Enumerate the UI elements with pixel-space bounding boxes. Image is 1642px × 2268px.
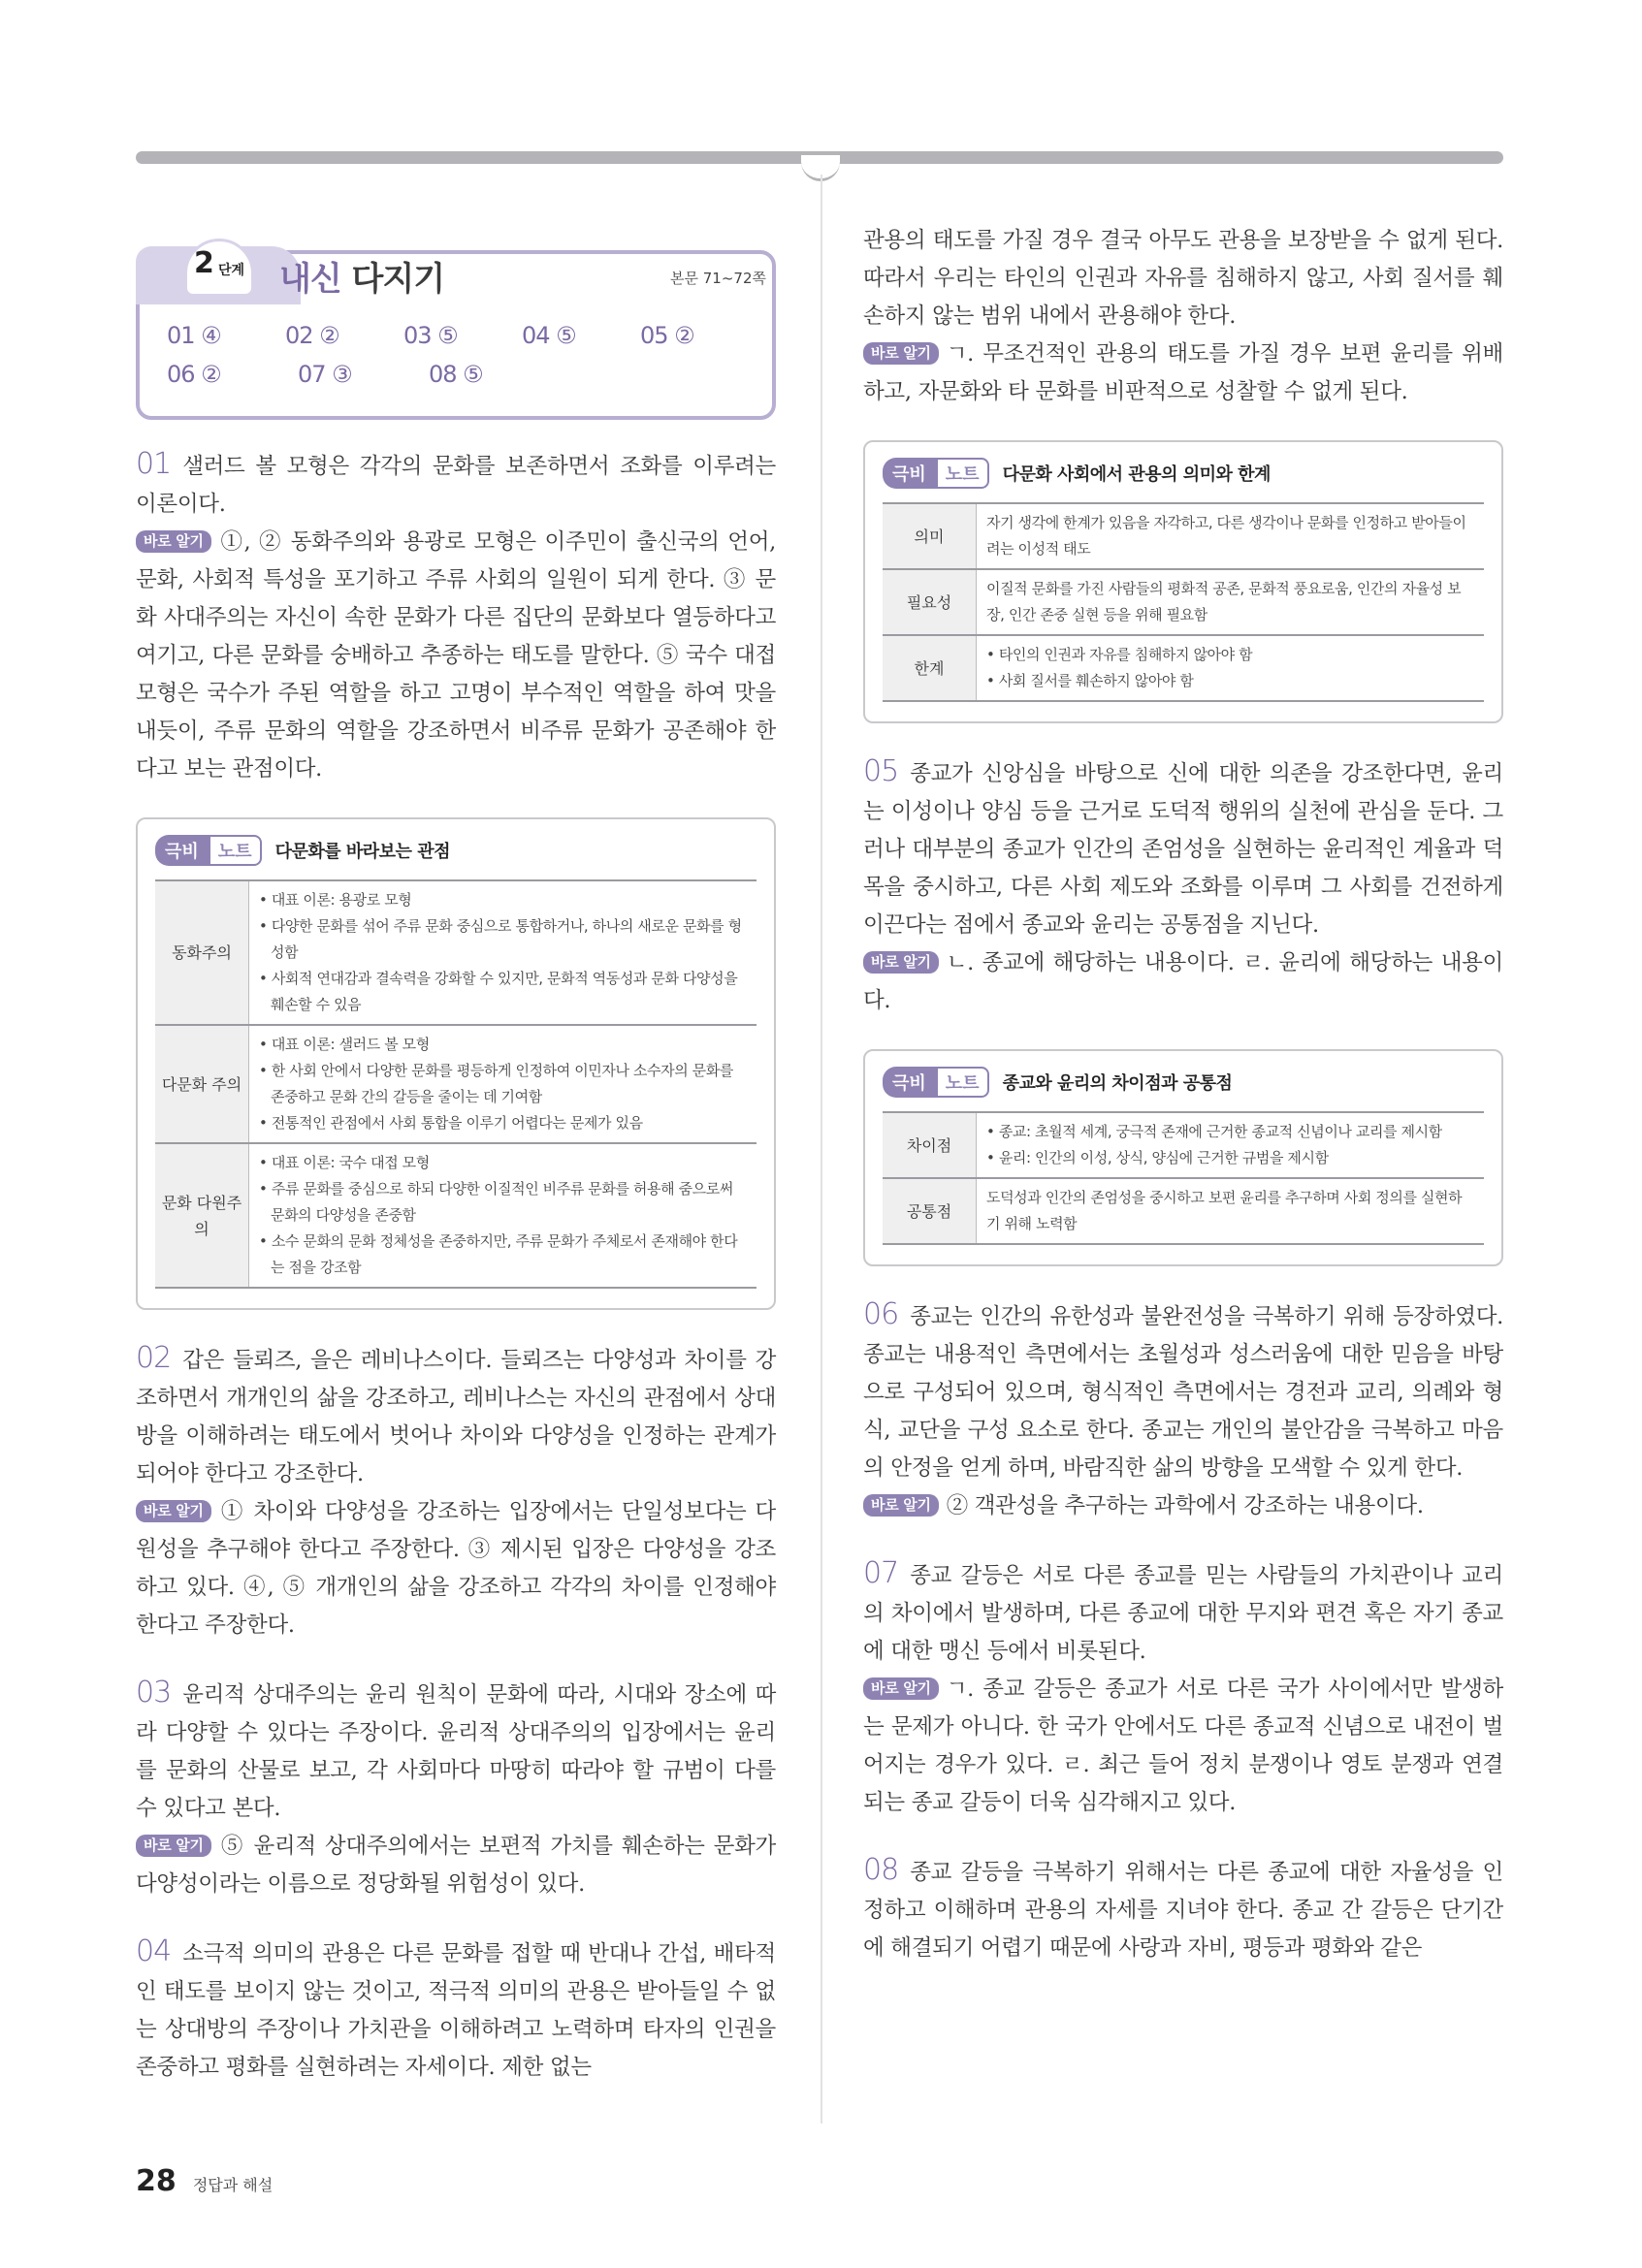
answer-row bbox=[167, 322, 758, 361]
baro-badge: 바로 알기 bbox=[863, 1677, 939, 1700]
baro-badge: 바로 알기 bbox=[136, 530, 211, 553]
note-row-value bbox=[249, 1025, 757, 1143]
note-box bbox=[863, 440, 1503, 723]
note-item bbox=[986, 1119, 1474, 1145]
page-footer-label: 정답과 해설 bbox=[192, 2176, 274, 2194]
note-item-text: 종교: 초월적 세계, 궁극적 존재에 근거한 종교적 신념이나 교리를 제시함 bbox=[998, 1123, 1442, 1140]
answer-grid bbox=[167, 322, 758, 399]
note-item bbox=[986, 668, 1474, 694]
answer-row bbox=[167, 361, 758, 399]
note-item bbox=[259, 913, 747, 966]
question-number: 05 bbox=[863, 754, 899, 788]
stage-label: 단계 bbox=[218, 263, 245, 278]
page-number: 28 bbox=[136, 2164, 177, 2198]
question-number: 06 bbox=[863, 1297, 899, 1331]
note-row-key: 필요성 bbox=[883, 569, 977, 635]
note-title: 종교와 윤리의 차이점과 공통점 bbox=[1002, 1073, 1233, 1094]
baro-text: ㄴ. 종교에 해당하는 내용이다. ㄹ. 윤리에 해당하는 내용이다. bbox=[863, 950, 1503, 1013]
note-tag bbox=[155, 835, 262, 866]
bullet: • bbox=[259, 1232, 272, 1250]
note-row-key: 한계 bbox=[883, 635, 977, 701]
question-number: 02 bbox=[136, 1341, 172, 1375]
note-item bbox=[986, 576, 1474, 628]
note-item-text: 사회적 연대감과 결속력을 강화할 수 있지만, 문화적 역동성과 문화 다양성을 훼손할 수 있음 bbox=[271, 970, 738, 1013]
question-text bbox=[863, 1295, 1503, 1487]
note-row bbox=[155, 1143, 757, 1288]
note-item bbox=[259, 1229, 747, 1281]
note-item-text: 전통적인 관점에서 사회 통합을 이루기 어렵다는 문제가 있음 bbox=[271, 1114, 643, 1132]
question-body: 샐러드 볼 모형은 각각의 문화를 보존하면서 조화를 이루려는 이론이다. bbox=[136, 454, 776, 517]
note-table bbox=[883, 1111, 1484, 1245]
question-text bbox=[136, 1933, 776, 2087]
question-body: 갑은 들뢰즈, 을은 레비나스이다. 들뢰즈는 다양성과 차이를 강조하면서 개개인의 삶을 강조하고, 레비나스는 자신의 관점에서 상대방을 이해하려는 태도에서 벗어나 차이와 다양성을 인정하는 관계가 되어야 한다고 강조한다. bbox=[136, 1348, 776, 1486]
question-body: 소극적 의미의 관용은 다른 문화를 접할 때 반대나 간섭, 배타적인 태도를 보이지 않는 것이고, 적극적 의미의 관용은 받아들일 수 없는 상대방의 주장이나 가치관을 이해하려고 노력하며 타자의 인권을 존중하고 평화를 실현하려는 자세이다. 제한 없는 bbox=[136, 1941, 776, 2080]
note-row bbox=[155, 880, 757, 1025]
baro-explanation bbox=[136, 1493, 776, 1645]
baro-badge: 바로 알기 bbox=[863, 1494, 939, 1517]
baro-explanation bbox=[863, 335, 1503, 411]
bullet: • bbox=[259, 1180, 272, 1198]
question-01 bbox=[136, 445, 776, 788]
note-tag-a: 극비 bbox=[883, 458, 936, 489]
question-06 bbox=[863, 1295, 1503, 1525]
baro-text: ㄱ. 종교 갈등은 종교가 서로 다른 국가 사이에서만 발생하는 문제가 아니다. 한 국가 안에서도 다른 종교적 신념으로 내전이 벌어지는 경우가 있다. ㄹ. 최근 들어 정치 분쟁이나 영토 분쟁과 연결되는 종교 갈등이 더욱 심각해지고 있다. bbox=[863, 1677, 1503, 1815]
question-number: 07 bbox=[863, 1556, 899, 1590]
note-tag-a: 극비 bbox=[883, 1067, 936, 1098]
baro-text: ② 객관성을 추구하는 과학에서 강조하는 내용이다. bbox=[946, 1493, 1424, 1518]
baro-text: ① 차이와 다양성을 강조하는 입장에서는 단일성보다는 다원성을 추구해야 한다고 주장한다. ③ 제시된 입장은 다양성을 강조하고 있다. ④, ⑤ 개개인의 삶을 강조하고 각각의 차이를 인정해야 한다고 주장한다. bbox=[136, 1499, 776, 1638]
baro-badge: 바로 알기 bbox=[136, 1835, 211, 1857]
note-item bbox=[259, 1176, 747, 1229]
answer-item: 06 ② bbox=[167, 361, 221, 388]
bullet: • bbox=[259, 1154, 272, 1171]
note-box bbox=[136, 817, 776, 1310]
bullet: • bbox=[259, 970, 272, 987]
note-row-value bbox=[977, 1178, 1485, 1244]
question-07 bbox=[863, 1554, 1503, 1822]
question-05 bbox=[863, 752, 1503, 1020]
note-tag bbox=[883, 458, 989, 489]
note-row bbox=[155, 1025, 757, 1143]
question-03 bbox=[136, 1674, 776, 1903]
question-number: 08 bbox=[863, 1853, 899, 1887]
note-row-key: 차이점 bbox=[883, 1112, 977, 1178]
question-body: 종교 갈등은 서로 다른 종교를 믿는 사람들의 가치관이나 교리의 차이에서 발생하며, 다른 종교에 대한 무지와 편견 혹은 자기 종교에 대한 맹신 등에서 비롯된다. bbox=[863, 1563, 1503, 1664]
note-box bbox=[863, 1049, 1503, 1266]
question-04-continued bbox=[863, 222, 1503, 411]
question-text bbox=[136, 445, 776, 524]
note-item-text: 대표 이론: 용광로 모형 bbox=[271, 891, 412, 909]
question-text bbox=[136, 1339, 776, 1493]
answer-item: 05 ② bbox=[640, 322, 694, 349]
right-column bbox=[863, 222, 1503, 1996]
column-divider bbox=[821, 175, 822, 2124]
note-row bbox=[883, 1178, 1484, 1244]
note-row-key: 공통점 bbox=[883, 1178, 977, 1244]
note-item-text: 한 사회 안에서 다양한 문화를 평등하게 인정하여 이민자나 소수자의 문화를 존중하고 문화 간의 갈등을 줄이는 데 기여함 bbox=[271, 1062, 733, 1105]
answer-item: 03 ⑤ bbox=[403, 322, 458, 349]
note-item bbox=[986, 642, 1474, 668]
bullet: • bbox=[259, 1036, 272, 1053]
question-number: 04 bbox=[136, 1934, 172, 1968]
stage-header bbox=[136, 246, 776, 304]
note-row-value bbox=[249, 1143, 757, 1288]
answer-item: 01 ④ bbox=[167, 322, 221, 349]
note-item-text: 타인의 인권과 자유를 침해하지 않아야 함 bbox=[998, 646, 1253, 663]
page-footer bbox=[136, 2164, 273, 2198]
page-reference: 본문 71~72쪽 bbox=[670, 270, 766, 287]
note-row-value bbox=[977, 503, 1485, 569]
note-row bbox=[883, 503, 1484, 569]
note-row-key: 다문화 주의 bbox=[155, 1025, 249, 1143]
note-item-text: 주류 문화를 중심으로 하되 다양한 이질적인 비주류 문화를 허용해 줌으로써 문화의 다양성을 존중함 bbox=[271, 1180, 733, 1224]
bullet: • bbox=[986, 1123, 999, 1140]
baro-badge: 바로 알기 bbox=[136, 1500, 211, 1522]
note-row-key: 동화주의 bbox=[155, 880, 249, 1025]
note-item bbox=[259, 1110, 747, 1136]
note-item bbox=[986, 1145, 1474, 1171]
baro-explanation bbox=[863, 944, 1503, 1020]
baro-badge: 바로 알기 bbox=[863, 951, 939, 974]
baro-text: ⑤ 윤리적 상대주의에서는 보편적 가치를 훼손하는 문화가 다양성이라는 이름으로 정당화될 위험성이 있다. bbox=[136, 1834, 776, 1897]
answer-item: 07 ③ bbox=[298, 361, 352, 388]
left-column bbox=[136, 445, 776, 2116]
note-header bbox=[883, 458, 1484, 489]
question-text: 관용의 태도를 가질 경우 결국 아무도 관용을 보장받을 수 없게 된다. 따라서 우리는 타인의 인권과 자유를 침해하지 않고, 사회 질서를 훼손하지 않는 범위 내에서 관용해야 한다. bbox=[863, 228, 1503, 329]
stage-number: 2 bbox=[194, 246, 214, 280]
bullet: • bbox=[259, 1114, 272, 1132]
question-number: 01 bbox=[136, 447, 172, 481]
baro-badge: 바로 알기 bbox=[863, 342, 939, 365]
note-tag-b: 노트 bbox=[936, 1067, 989, 1098]
note-row-value bbox=[249, 880, 757, 1025]
question-04 bbox=[136, 1933, 776, 2087]
note-row-value bbox=[977, 635, 1485, 701]
baro-text: ㄱ. 무조건적인 관용의 태도를 가질 경우 보편 윤리를 위배하고, 자문화와 타 문화를 비판적으로 성찰할 수 없게 된다. bbox=[863, 341, 1503, 404]
note-row-key: 문화 다원주의 bbox=[155, 1143, 249, 1288]
note-item bbox=[986, 1185, 1474, 1237]
note-table bbox=[155, 879, 757, 1289]
question-body: 종교가 신앙심을 바탕으로 신에 대한 의존을 강조한다면, 윤리는 이성이나 양심 등을 근거로 도덕적 행위의 실천에 관심을 둔다. 그러나 대부분의 종교가 인간의 존엄성을 실현하는 윤리적인 계율과 덕목을 중시하고, 다른 사회 제도와 조화를 이루며 그 사회를 건전하게 이끈다는 점에서 종교와 윤리는 공통점을 지닌다. bbox=[863, 761, 1503, 938]
note-tag bbox=[883, 1067, 989, 1098]
note-row-key: 의미 bbox=[883, 503, 977, 569]
question-text bbox=[136, 1674, 776, 1828]
note-item bbox=[259, 1150, 747, 1176]
answer-item: 04 ⑤ bbox=[522, 322, 576, 349]
note-item-text: 자기 생각에 한계가 있음을 자각하고, 다른 생각이나 문화를 인정하고 받아들이려는 이성적 태도 bbox=[986, 514, 1466, 558]
question-number: 03 bbox=[136, 1676, 172, 1709]
baro-explanation bbox=[136, 1828, 776, 1903]
baro-explanation bbox=[136, 524, 776, 788]
note-header bbox=[155, 835, 757, 866]
note-row bbox=[883, 635, 1484, 701]
note-row bbox=[883, 569, 1484, 635]
note-item-text: 사회 질서를 훼손하지 않아야 함 bbox=[998, 672, 1194, 689]
answer-item: 02 ② bbox=[285, 322, 339, 349]
question-02 bbox=[136, 1339, 776, 1645]
note-row bbox=[883, 1112, 1484, 1178]
question-body: 윤리적 상대주의는 윤리 원칙이 문화에 따라, 시대와 장소에 따라 다양할 수 있다는 주장이다. 윤리적 상대주의의 입장에서는 윤리를 문화의 산물로 보고, 각 사회마다 마땅히 따라야 할 규범이 다를 수 있다고 본다. bbox=[136, 1682, 776, 1821]
baro-explanation bbox=[863, 1671, 1503, 1822]
note-item bbox=[259, 966, 747, 1018]
question-text bbox=[863, 752, 1503, 944]
note-item bbox=[259, 1058, 747, 1110]
bullet: • bbox=[259, 891, 272, 909]
answer-item: 08 ⑤ bbox=[429, 361, 483, 388]
section-title-rest: 다지기 bbox=[340, 260, 445, 299]
note-table bbox=[883, 502, 1484, 702]
note-item-text: 대표 이론: 국수 대접 모형 bbox=[271, 1154, 430, 1171]
question-body: 종교는 인간의 유한성과 불완전성을 극복하기 위해 등장하였다. 종교는 내용적인 측면에서는 초월성과 성스러움에 대한 믿음을 바탕으로 구성되어 있으며, 형식적인 측면에서는 경전과 교리, 의례와 형식, 교단을 구성 요소로 한다. 종교는 개인의 불안감을 극복하고 마음의 안정을 얻게 하며, 바람직한 삶의 방향을 모색할 수 있게 한다. bbox=[863, 1304, 1503, 1481]
note-header bbox=[883, 1067, 1484, 1098]
note-title: 다문화를 바라보는 관점 bbox=[274, 842, 450, 862]
bullet: • bbox=[986, 672, 999, 689]
bullet: • bbox=[986, 646, 999, 663]
bullet: • bbox=[259, 1062, 272, 1079]
note-item bbox=[259, 887, 747, 913]
note-item-text: 다양한 문화를 섞어 주류 문화 중심으로 통합하거나, 하나의 새로운 문화를 형성함 bbox=[271, 917, 742, 961]
section-title-highlight: 내신 bbox=[279, 260, 341, 299]
baro-explanation bbox=[863, 1487, 1503, 1525]
note-item-text: 대표 이론: 샐러드 볼 모형 bbox=[271, 1036, 430, 1053]
note-item-text: 도덕성과 인간의 존엄성을 중시하고 보편 윤리를 추구하며 사회 정의를 실현하기 위해 노력함 bbox=[986, 1189, 1463, 1232]
bullet: • bbox=[986, 1149, 999, 1166]
question-08 bbox=[863, 1851, 1503, 1967]
note-item-text: 이질적 문화를 가진 사람들의 평화적 공존, 문화적 풍요로움, 인간의 자율성 보장, 인간 존중 실현 등을 위해 필요함 bbox=[986, 580, 1462, 623]
section-title bbox=[279, 252, 444, 300]
note-item-text: 소수 문화의 문화 정체성을 존중하지만, 주류 문화가 주체로서 존재해야 한다는 점을 강조함 bbox=[271, 1232, 738, 1276]
question-body: 종교 갈등을 극복하기 위해서는 다른 종교에 대한 자율성을 인정하고 이해하며 관용의 자세를 지녀야 한다. 종교 간 갈등은 단기간에 해결되기 어렵기 때문에 사랑과 자비, 평등과 평화와 같은 bbox=[863, 1860, 1503, 1961]
baro-text: ①, ② 동화주의와 용광로 모형은 이주민이 출신국의 언어, 문화, 사회적 특성을 포기하고 주류 사회의 일원이 되게 한다. ③ 문화 사대주의는 자신이 속한 문화가 다른 집단의 문화보다 열등하다고 여기고, 다른 문화를 숭배하고 추종하는 태도를 말한다. ⑤ 국수 대접 모형은 국수가 주된 역할을 하고 고명이 부수적인 역할을 하여 맛을 내듯이, 주류 문화의 역할을 강조하면서 비주류 문화가 공존해야 한다고 보는 관점이다. bbox=[136, 529, 776, 782]
note-item bbox=[986, 510, 1474, 562]
question-text bbox=[863, 1851, 1503, 1967]
note-title: 다문화 사회에서 관용의 의미와 한계 bbox=[1002, 464, 1271, 485]
question-text bbox=[863, 1554, 1503, 1671]
note-tag-b: 노트 bbox=[936, 458, 989, 489]
bullet: • bbox=[259, 917, 272, 935]
note-item-text: 윤리: 인간의 이성, 상식, 양심에 근거한 규범을 제시함 bbox=[998, 1149, 1329, 1166]
note-tag-b: 노트 bbox=[209, 835, 262, 866]
note-item bbox=[259, 1032, 747, 1058]
note-row-value bbox=[977, 569, 1485, 635]
note-tag-a: 극비 bbox=[155, 835, 209, 866]
note-row-value bbox=[977, 1112, 1485, 1178]
